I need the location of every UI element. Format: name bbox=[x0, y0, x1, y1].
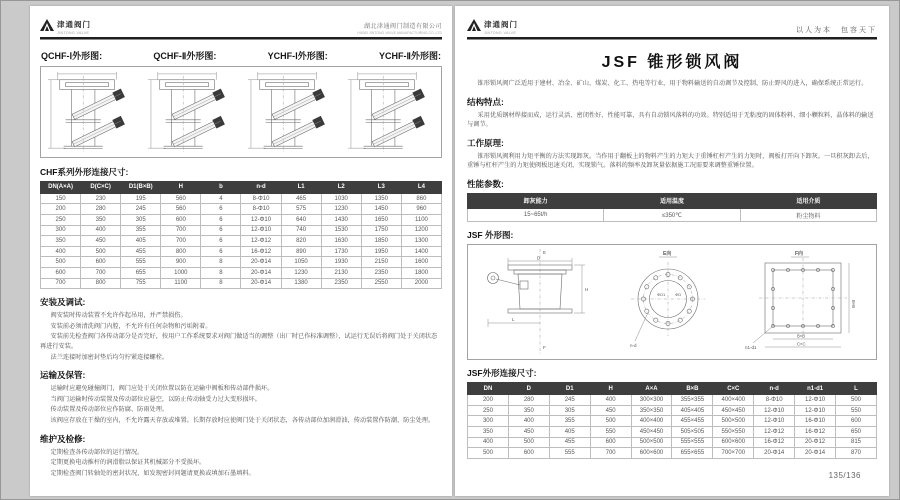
section-structure bbox=[467, 96, 877, 130]
column-header: 适用介质 bbox=[740, 194, 876, 209]
column-header: L3 bbox=[361, 182, 401, 194]
table-cell: 600 bbox=[161, 214, 201, 225]
table-cell: 6 bbox=[201, 246, 241, 257]
qchf1-title: QCHF-Ⅰ外形图: bbox=[41, 51, 103, 61]
table-cell: 12-Φ10 bbox=[754, 405, 795, 416]
table-cell: 815 bbox=[836, 437, 877, 448]
table-cell: 200 bbox=[468, 395, 509, 406]
table-cell: 550×550 bbox=[713, 426, 754, 437]
table-cell: 405×405 bbox=[672, 405, 713, 416]
svg-text:n-d: n-d bbox=[630, 343, 637, 349]
column-header: 适用温度 bbox=[604, 194, 740, 209]
paragraph: 定期检查阀门转轴处的密封状况，如发现密封问题请更换或填加石墨填料。 bbox=[50, 469, 255, 477]
table-cell: 500 bbox=[590, 416, 631, 427]
column-header: H bbox=[161, 182, 201, 194]
table-cell: 500×500 bbox=[631, 437, 672, 448]
company-name-block bbox=[357, 24, 442, 35]
table-cell: 20-Φ14 bbox=[241, 267, 281, 278]
table-cell: 280 bbox=[508, 395, 549, 406]
column-header: L4 bbox=[401, 182, 441, 194]
table-row bbox=[41, 214, 442, 225]
table-cell: 12-Φ12 bbox=[241, 236, 281, 247]
table-cell: 4 bbox=[201, 193, 241, 204]
table-cell: 450 bbox=[590, 405, 631, 416]
table-cell: 1650 bbox=[361, 214, 401, 225]
table-cell: 350 bbox=[468, 426, 509, 437]
table-cell: 600 bbox=[508, 448, 549, 459]
paragraph: 当阀门运输时传动装置及传动部位应悬空，以防止传动轴受力过大变形损坏。 bbox=[50, 395, 261, 403]
table-row bbox=[41, 225, 442, 236]
table-cell: 1800 bbox=[401, 267, 441, 278]
table-header-row bbox=[468, 383, 877, 395]
table-cell: 450 bbox=[81, 236, 121, 247]
table-cell: 8-Φ10 bbox=[754, 395, 795, 406]
table-cell: 1730 bbox=[321, 246, 361, 257]
table-cell: 860 bbox=[401, 193, 441, 204]
table-cell: 700 bbox=[41, 278, 81, 289]
table-cell: 400 bbox=[81, 225, 121, 236]
ychf1-title: YCHF-Ⅰ外形图: bbox=[267, 51, 328, 61]
jsf-outline-drawings bbox=[467, 244, 877, 360]
table-row bbox=[41, 236, 442, 247]
table-cell: 1400 bbox=[401, 246, 441, 257]
jsf-table-title: JSF外形连接尺寸: bbox=[467, 368, 537, 379]
table-cell: 1380 bbox=[281, 278, 321, 289]
table-cell: 1200 bbox=[401, 225, 441, 236]
outline-drawing-titles bbox=[41, 49, 441, 62]
table-cell: 12-Φ10 bbox=[241, 214, 281, 225]
table-row bbox=[468, 416, 877, 427]
performance-table bbox=[467, 193, 877, 222]
table-cell: 600×600 bbox=[631, 448, 672, 459]
jsf-outline-title: JSF 外形图: bbox=[467, 230, 514, 241]
table-row bbox=[41, 204, 442, 215]
table-cell: 755 bbox=[121, 278, 161, 289]
table-cell: 200 bbox=[41, 204, 81, 215]
table-cell: 16-Φ12 bbox=[795, 426, 836, 437]
table-cell: 455×455 bbox=[672, 416, 713, 427]
brand-logo bbox=[40, 15, 91, 36]
table-cell: 1750 bbox=[361, 225, 401, 236]
table-cell: 740 bbox=[281, 225, 321, 236]
paragraph: 锥形锁风阀利用力矩平衡的方法实现卸灰。当作用于翻板上的物料产生的力矩大于重锤杠杆产生的力矩时，阀板打开向下卸灰。一旦积灰卸去后，重锤与杠杆产生的力矩使阀板迅速关闭，实现锁气。落料的频率及卸灰量依据施工况需要来调整重锤位置。 bbox=[467, 152, 874, 170]
table-cell: 1000 bbox=[161, 267, 201, 278]
table-cell: 20-Φ14 bbox=[241, 278, 281, 289]
table-cell: 1350 bbox=[361, 193, 401, 204]
table-cell: 900 bbox=[161, 257, 201, 268]
section-installation bbox=[40, 296, 442, 362]
table-row bbox=[41, 257, 442, 268]
paragraph: 阀安装时传动装置不允许作起吊用，并严禁损伤。 bbox=[50, 312, 187, 320]
ychf1-outline-drawing bbox=[243, 70, 339, 154]
column-header: D1(B×B) bbox=[121, 182, 161, 194]
column-header: B×B bbox=[672, 383, 713, 395]
params-title: 性能参数: bbox=[467, 179, 504, 190]
table-cell: 560 bbox=[161, 204, 201, 215]
table-cell: 2350 bbox=[321, 278, 361, 289]
table-cell: 355 bbox=[121, 225, 161, 236]
column-header: L1 bbox=[281, 182, 321, 194]
table-cell: 1930 bbox=[321, 257, 361, 268]
table-cell: 12-Φ12 bbox=[754, 426, 795, 437]
svg-text:F: F bbox=[543, 345, 546, 351]
section-body bbox=[467, 152, 877, 171]
table-cell: 1100 bbox=[401, 214, 441, 225]
table-cell: 455 bbox=[549, 437, 590, 448]
table-cell: 890 bbox=[281, 246, 321, 257]
table-cell: 355×355 bbox=[672, 395, 713, 406]
table-cell: 500×500 bbox=[713, 416, 754, 427]
paragraph: 法兰连接时加密封垫后均匀拧紧连接螺栓。 bbox=[50, 353, 169, 361]
table-cell: 405 bbox=[121, 236, 161, 247]
table-cell: 2150 bbox=[361, 257, 401, 268]
table-cell: 230 bbox=[81, 193, 121, 204]
table-cell: 8-Φ10 bbox=[241, 193, 281, 204]
table-cell: 300 bbox=[41, 225, 81, 236]
table-cell: 700×700 bbox=[713, 448, 754, 459]
column-header: n-d bbox=[241, 182, 281, 194]
table-cell: 700 bbox=[590, 448, 631, 459]
table-header-row bbox=[468, 194, 877, 209]
ychf2-outline-drawing bbox=[343, 70, 439, 154]
table-cell: 405 bbox=[549, 426, 590, 437]
column-header: D bbox=[508, 383, 549, 395]
table-cell: 350 bbox=[81, 214, 121, 225]
brand-logo bbox=[467, 15, 518, 36]
column-header: DN(A×A) bbox=[41, 182, 81, 194]
table-cell: 500 bbox=[836, 395, 877, 406]
table-cell: 700 bbox=[161, 236, 201, 247]
table-cell: 8 bbox=[201, 278, 241, 289]
table-cell: 350 bbox=[41, 236, 81, 247]
company-name: 湖北津通阀门制造有限公司 bbox=[363, 23, 442, 30]
logo-text: 津通阀门 bbox=[484, 19, 518, 29]
table-cell: 575 bbox=[281, 204, 321, 215]
table-cell: 1530 bbox=[321, 225, 361, 236]
header-rule bbox=[40, 37, 442, 40]
table-cell: 1230 bbox=[321, 204, 361, 215]
table-cell: 250 bbox=[41, 214, 81, 225]
table-cell: 555 bbox=[121, 257, 161, 268]
column-header: A×A bbox=[631, 383, 672, 395]
table-cell: 6 bbox=[201, 204, 241, 215]
svg-text:L: L bbox=[512, 317, 515, 323]
table-cell: 15~65t/h bbox=[468, 208, 604, 222]
table-row bbox=[468, 395, 877, 406]
table-row bbox=[468, 437, 877, 448]
column-header: n-d bbox=[754, 383, 795, 395]
table-row bbox=[41, 278, 442, 289]
jsf-side-view-drawing bbox=[476, 247, 604, 357]
table-cell: 960 bbox=[401, 204, 441, 215]
table-cell: 650 bbox=[836, 426, 877, 437]
table-cell: 400×400 bbox=[713, 395, 754, 406]
paragraph: 定期检查各传动部位的运行情况。 bbox=[50, 448, 144, 456]
table-cell: 1050 bbox=[281, 257, 321, 268]
svg-text:ΦD1: ΦD1 bbox=[657, 292, 666, 298]
jsf-top-flange-view bbox=[620, 247, 716, 357]
svg-text:B×B: B×B bbox=[851, 300, 856, 309]
paragraph: 采用优质钢材焊接而成，运行灵活、密闭性好、性能可靠，具有自动锁风落料的功效。特别适用于无粘度的固体粉料、细小颗粒料、晶体料的输送与调节。 bbox=[467, 111, 874, 129]
page-number: 135/136 bbox=[828, 471, 861, 480]
table-cell: 800 bbox=[81, 278, 121, 289]
table-cell: 450×450 bbox=[631, 426, 672, 437]
table-cell: 700 bbox=[161, 225, 201, 236]
table-cell: 20-Φ14 bbox=[241, 257, 281, 268]
table-cell: 300 bbox=[468, 416, 509, 427]
paragraph: 安装前先检查阀门各传动部分是否完好，按用户工作系统要求对阀门做适当的调整（出厂时已作标准调整），试运行无误后将阀门处于关闭状态再进行安装。 bbox=[40, 333, 438, 350]
table-cell: 350×350 bbox=[631, 405, 672, 416]
product-title: JSF 锥形锁风阀 bbox=[601, 54, 743, 71]
jsf-bottom-flange-view bbox=[732, 247, 868, 357]
table-cell: 350 bbox=[508, 405, 549, 416]
table-cell: 8 bbox=[201, 267, 241, 278]
section-body bbox=[40, 384, 442, 425]
column-header: 卸灰能力 bbox=[468, 194, 604, 209]
ychf2-title: YCHF-Ⅱ外形图: bbox=[379, 51, 441, 61]
table-cell: 2000 bbox=[401, 278, 441, 289]
table-cell: 12-Φ10 bbox=[241, 225, 281, 236]
table-cell: 12-Φ10 bbox=[795, 395, 836, 406]
table-cell: 1600 bbox=[401, 257, 441, 268]
table-cell: 600 bbox=[81, 257, 121, 268]
column-header: L bbox=[836, 383, 877, 395]
table-cell: 8 bbox=[201, 257, 241, 268]
table-row bbox=[468, 426, 877, 437]
logo-text: 津通阀门 bbox=[57, 19, 91, 29]
table-cell: 500 bbox=[508, 437, 549, 448]
svg-text:H: H bbox=[585, 287, 589, 293]
section-body bbox=[40, 448, 442, 479]
table-cell: 1230 bbox=[281, 267, 321, 278]
chf-dimensions-table bbox=[40, 181, 442, 289]
paragraph: 安装前必须清洗阀门内腔，不允许有任何杂物和污垢附着。 bbox=[50, 322, 212, 330]
table-cell: 400 bbox=[41, 246, 81, 257]
column-header: b bbox=[201, 182, 241, 194]
table-cell: 560 bbox=[161, 193, 201, 204]
svg-text:n1-d1: n1-d1 bbox=[745, 345, 757, 351]
table-cell: 305 bbox=[121, 214, 161, 225]
table-cell: 6 bbox=[201, 225, 241, 236]
table-cell: 600 bbox=[836, 416, 877, 427]
table-cell: 300×300 bbox=[631, 395, 672, 406]
qchf2-title: QCHF-Ⅱ外形图: bbox=[153, 51, 217, 61]
table-cell: 550 bbox=[590, 426, 631, 437]
column-header: H bbox=[590, 383, 631, 395]
table-row bbox=[468, 448, 877, 459]
table-cell: 450 bbox=[508, 426, 549, 437]
table-cell: 2350 bbox=[361, 267, 401, 278]
table-cell: 12-Φ10 bbox=[795, 405, 836, 416]
table-cell: 600 bbox=[590, 437, 631, 448]
svg-text:ΦD: ΦD bbox=[675, 292, 682, 298]
table-cell: 1300 bbox=[401, 236, 441, 247]
svg-text:E: E bbox=[543, 250, 547, 256]
section-transport bbox=[40, 369, 442, 425]
table-cell: 800 bbox=[161, 246, 201, 257]
table-cell: 655×655 bbox=[672, 448, 713, 459]
logo-subtext: JINTONG VALVE bbox=[57, 30, 90, 35]
header-rule bbox=[467, 37, 877, 40]
table-cell: 250 bbox=[468, 405, 509, 416]
section-title: 结构特点: bbox=[467, 96, 504, 107]
section-body bbox=[467, 111, 877, 130]
product-intro: 锥形锁风阀广泛适用于建材、冶金、矿山、煤炭、化工、热电等行业，用于物料输送的自动调节及控制，防止野风的进入，确保系统正常运行。 bbox=[477, 80, 868, 87]
table-cell: 820 bbox=[281, 236, 321, 247]
table-cell: 505×505 bbox=[672, 426, 713, 437]
left-page-header bbox=[40, 15, 442, 35]
column-header: D1 bbox=[549, 383, 590, 395]
table-cell: 1100 bbox=[161, 278, 201, 289]
table-cell: 1950 bbox=[361, 246, 401, 257]
table-cell: 16-Φ10 bbox=[795, 416, 836, 427]
svg-text:E向: E向 bbox=[663, 251, 672, 258]
mountain-logo-icon bbox=[40, 19, 54, 31]
table-cell: 1430 bbox=[321, 214, 361, 225]
section-title: 运输及保管: bbox=[40, 370, 86, 381]
column-header: C×C bbox=[713, 383, 754, 395]
table-cell: 6 bbox=[201, 236, 241, 247]
chf-outline-drawings bbox=[40, 66, 442, 158]
paragraph: 运输时应避免碰撞阀门，阀门应处于关闭位置以防在运输中阀板和传动部件损坏。 bbox=[50, 385, 274, 393]
section-body bbox=[40, 311, 442, 362]
table-cell: 500 bbox=[41, 257, 81, 268]
paragraph: 定期更换电动推杆的润滑脂以保证其机械部分不受损坏。 bbox=[50, 459, 206, 467]
table-row bbox=[41, 267, 442, 278]
table-cell: 555 bbox=[549, 448, 590, 459]
section-title: 安装及调试: bbox=[40, 297, 86, 308]
table-cell: 465 bbox=[281, 193, 321, 204]
table-cell: 455 bbox=[121, 246, 161, 257]
table-cell: 245 bbox=[549, 395, 590, 406]
table-header-row bbox=[41, 182, 442, 194]
table-cell: 1450 bbox=[361, 204, 401, 215]
section-title: 维护及检修: bbox=[40, 433, 86, 444]
table-cell: 16-Φ12 bbox=[241, 246, 281, 257]
table-cell: 12-Φ10 bbox=[754, 416, 795, 427]
paragraph: 传动装置及传动部位应作防腐、防雨处理。 bbox=[50, 406, 169, 414]
table-cell: 8-Φ10 bbox=[241, 204, 281, 215]
table-cell: 400 bbox=[468, 437, 509, 448]
table-row bbox=[41, 246, 442, 257]
table-cell: 280 bbox=[81, 204, 121, 215]
table-cell: 245 bbox=[121, 204, 161, 215]
company-name-en: HUBEI JINTONG VALVE MANUFACTURING CO.,LTD bbox=[357, 30, 442, 35]
table-cell: 400 bbox=[508, 416, 549, 427]
table-cell: 16-Φ12 bbox=[754, 437, 795, 448]
company-slogan: 以人为本 包容天下 bbox=[796, 27, 877, 34]
table-cell: 700 bbox=[81, 267, 121, 278]
column-header: D(C×C) bbox=[81, 182, 121, 194]
table-cell: 550 bbox=[836, 405, 877, 416]
table-cell: 20-Φ14 bbox=[795, 448, 836, 459]
svg-text:D: D bbox=[537, 255, 541, 261]
right-page-header bbox=[467, 15, 877, 35]
table-cell: 555×555 bbox=[672, 437, 713, 448]
column-header: n1-d1 bbox=[795, 383, 836, 395]
table-cell: 195 bbox=[121, 193, 161, 204]
table-cell: 640 bbox=[281, 214, 321, 225]
section-title: 工作原理: bbox=[467, 137, 504, 148]
table-cell: ≤350℃ bbox=[604, 208, 740, 222]
table-cell: 1850 bbox=[361, 236, 401, 247]
svg-text:F向: F向 bbox=[795, 251, 804, 258]
table-cell: 600×600 bbox=[713, 437, 754, 448]
table-cell: 1030 bbox=[321, 193, 361, 204]
table-cell: 400×400 bbox=[631, 416, 672, 427]
table-cell: 6 bbox=[201, 214, 241, 225]
table-row bbox=[41, 193, 442, 204]
table-cell: 150 bbox=[41, 193, 81, 204]
jsf-dimensions-table bbox=[467, 382, 877, 458]
svg-text:B×B: B×B bbox=[797, 333, 806, 339]
table-cell: 2550 bbox=[361, 278, 401, 289]
table-cell: 655 bbox=[121, 267, 161, 278]
left-page bbox=[30, 6, 452, 496]
table-cell: 450×450 bbox=[713, 405, 754, 416]
paragraph: 该阀应存放在干燥的室内，不允许露天存放或堆置。长期存放时应使阀门处于关闭状态，各传动部位加润滑油，传动装置作防潮、防尘处理。 bbox=[50, 417, 435, 424]
logo-subtext: JINTONG VALVE bbox=[484, 30, 517, 35]
svg-text:C×C: C×C bbox=[797, 341, 806, 347]
table-cell: 粉尘物料 bbox=[740, 208, 876, 222]
right-page bbox=[455, 6, 889, 496]
table-cell: 355 bbox=[549, 416, 590, 427]
table-cell: 500 bbox=[468, 448, 509, 459]
table-cell: 500 bbox=[81, 246, 121, 257]
table-cell: 2130 bbox=[321, 267, 361, 278]
qchf2-outline-drawing bbox=[143, 70, 239, 154]
table-cell: 870 bbox=[836, 448, 877, 459]
section-maintenance bbox=[40, 433, 442, 479]
table-cell: 1630 bbox=[321, 236, 361, 247]
mountain-logo-icon bbox=[467, 19, 481, 31]
qchf1-outline-drawing bbox=[43, 70, 139, 154]
table-cell: 20-Φ12 bbox=[795, 437, 836, 448]
column-header: DN bbox=[468, 383, 509, 395]
section-principle bbox=[467, 137, 877, 171]
table-cell: 600 bbox=[41, 267, 81, 278]
table-cell: 400 bbox=[590, 395, 631, 406]
column-header: L2 bbox=[321, 182, 361, 194]
chf-table-title: CHF系列外形连接尺寸: bbox=[40, 167, 129, 177]
table-cell: 20-Φ14 bbox=[754, 448, 795, 459]
table-cell: 305 bbox=[549, 405, 590, 416]
table-row bbox=[468, 405, 877, 416]
table-row bbox=[468, 208, 877, 222]
